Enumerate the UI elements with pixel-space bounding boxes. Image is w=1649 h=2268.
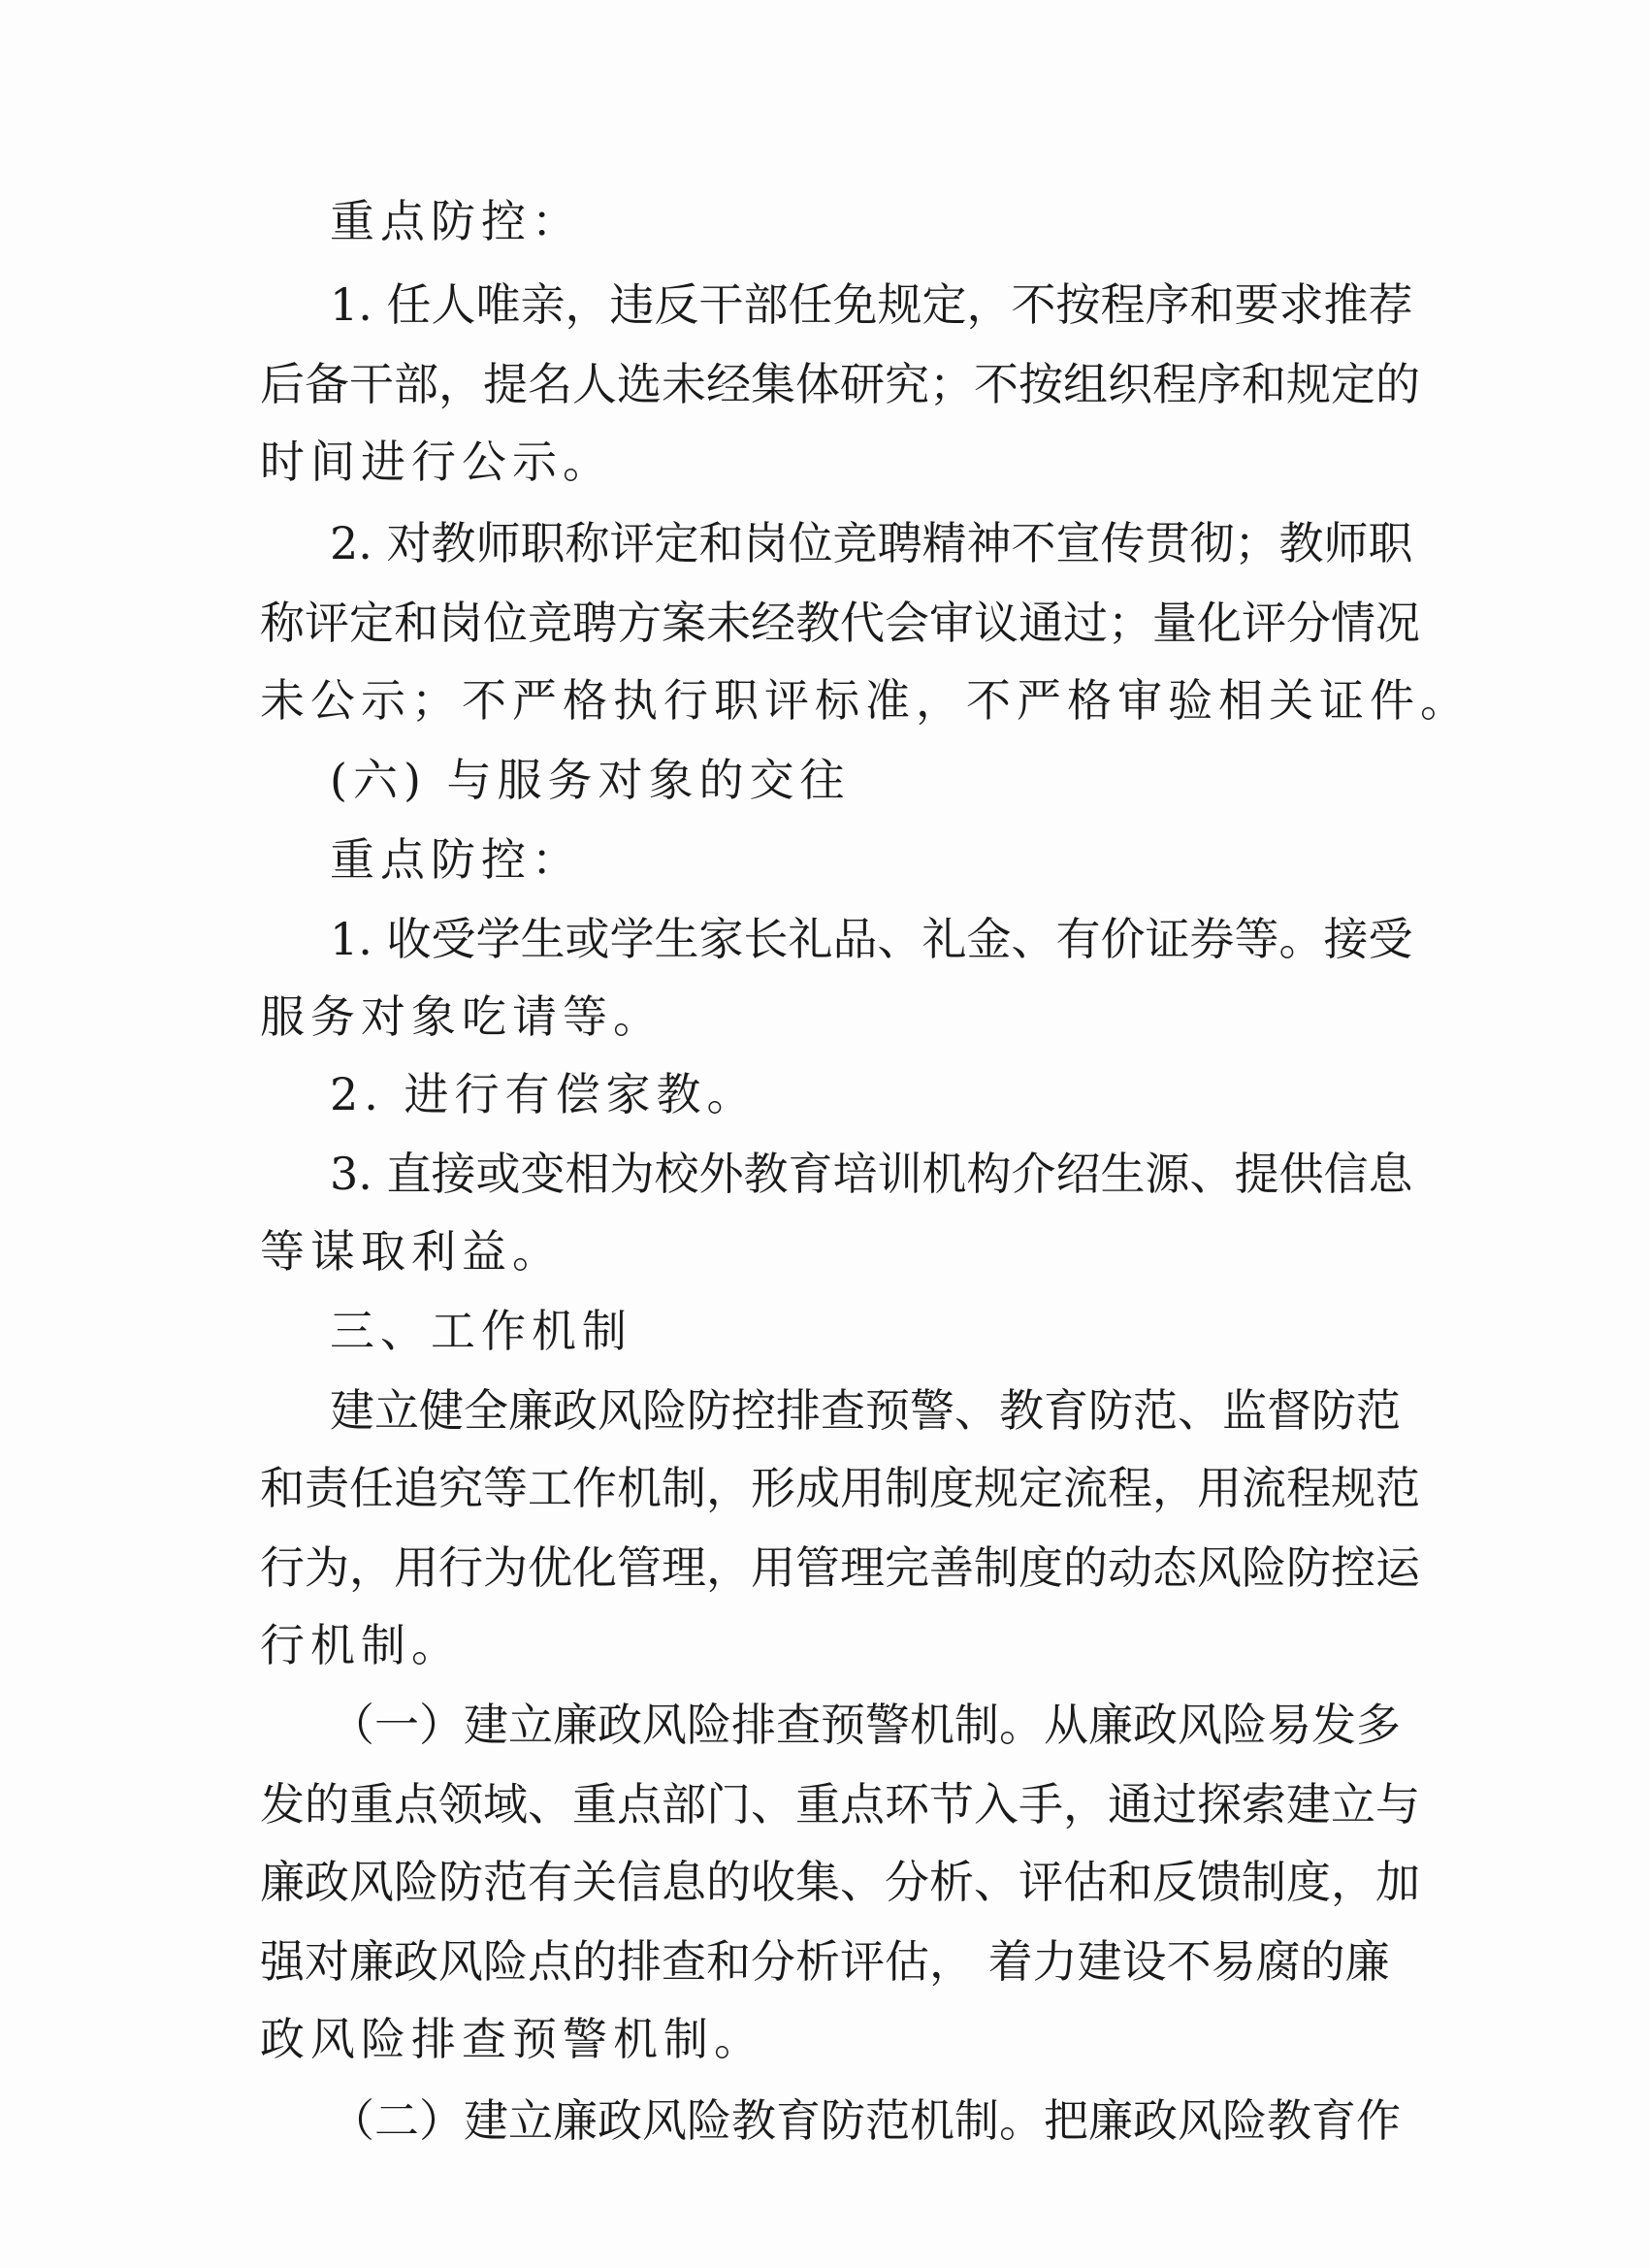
paragraph-line: 建立健全廉政风险防控排查预警、教育防范、监督防范 (330, 1384, 1401, 1437)
paragraph-line: 等谋取利益。 (260, 1225, 563, 1278)
paragraph-line: 行机制。 (260, 1619, 462, 1671)
paragraph-line: 1. 收受学生或学生家长礼品、礼金、有价证券等。接受 (330, 913, 1413, 965)
paragraph-line: （二）建立廉政风险教育防范机制。把廉政风险教育作 (330, 2094, 1401, 2147)
paragraph-line: 服务对象吃请等。 (260, 990, 663, 1043)
paragraph-line: 廉政风险防范有关信息的收集、分析、评估和反馈制度，加 (260, 1856, 1420, 1908)
heading-key-prevention: 重点防控： (330, 833, 582, 886)
paragraph-line: 2. 进行有偿家教。 (330, 1068, 758, 1120)
paragraph-line: 后备干部，提名人选未经集体研究；不按组织程序和规定的 (260, 358, 1420, 410)
paragraph-line: 强对廉政风险点的排查和分析评估， 着力建设不易腐的廉 (260, 1935, 1390, 1988)
paragraph-line: 1. 任人唯亲，违反干部任免规定，不按程序和要求推荐 (330, 278, 1413, 331)
paragraph-line: （一）建立廉政风险排查预警机制。从廉政风险易发多 (330, 1699, 1401, 1751)
paragraph-line: 和责任追究等工作机制，形成用制度规定流程，用流程规范 (260, 1462, 1420, 1514)
paragraph-line: 政风险排查预警机制。 (260, 2013, 764, 2065)
paragraph-line: 未公示；不严格执行职评标准，不严格审验相关证件。 (260, 674, 1471, 727)
paragraph-line: 3. 直接或变相为校外教育培训机构介绍生源、提供信息 (330, 1148, 1413, 1200)
section-heading: 三、工作机制 (330, 1305, 632, 1357)
section-heading: (六) 与服务对象的交往 (330, 754, 851, 806)
paragraph-line: 2. 对教师职称评定和岗位竞聘精神不宣传贯彻；教师职 (330, 517, 1413, 569)
paragraph-line: 时间进行公示。 (260, 436, 613, 488)
paragraph-line: 行为，用行为优化管理，用管理完善制度的动态风险防控运 (260, 1541, 1420, 1594)
heading-key-prevention: 重点防控： (330, 195, 582, 247)
paragraph-line: 称评定和岗位竞聘方案未经教代会审议通过；量化评分情况 (260, 597, 1420, 649)
paragraph-line: 发的重点领域、重点部门、重点环节入手，通过探索建立与 (260, 1778, 1420, 1831)
